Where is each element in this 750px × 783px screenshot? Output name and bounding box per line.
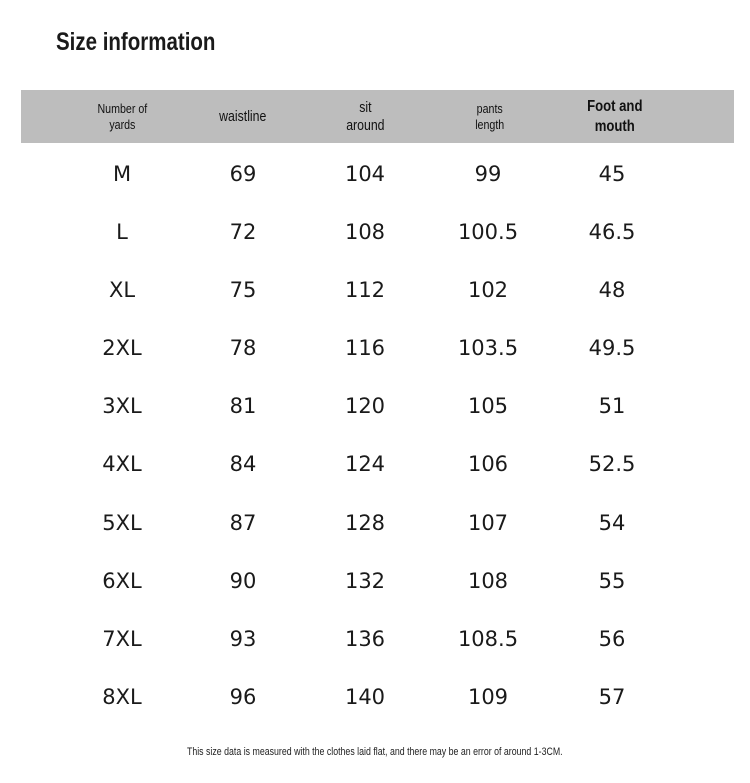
measurement-cell: 56	[598, 626, 626, 651]
table-row	[0, 377, 750, 435]
measurement-cell: 103.5	[457, 336, 519, 361]
header-cell	[183, 90, 303, 143]
header-label: sit around	[345, 98, 385, 134]
table-row	[0, 610, 750, 668]
size-label-cell: 4XL	[102, 452, 142, 477]
measurement-cell: 136	[344, 626, 386, 651]
measurement-cell: 140	[344, 684, 386, 709]
size-label-cell: 6XL	[102, 568, 142, 593]
header-label: pants length	[475, 100, 505, 132]
size-label-cell: 3XL	[102, 394, 142, 419]
measurement-cell: 106	[467, 452, 509, 477]
measurement-cell: 128	[344, 510, 386, 535]
table-row	[0, 552, 750, 610]
header-cell	[305, 90, 425, 143]
measurement-cell: 93	[229, 626, 257, 651]
measurement-cell: 84	[229, 452, 257, 477]
size-label-cell: M	[112, 162, 132, 186]
measurement-cell: 112	[344, 278, 386, 303]
table-row	[0, 668, 750, 726]
size-label-cell: 5XL	[102, 510, 142, 535]
measurement-cell: 102	[467, 278, 509, 303]
footnote	[0, 746, 750, 758]
measurement-cell: 108	[344, 220, 386, 245]
measurement-cell: 109	[467, 684, 509, 709]
measurement-cell: 78	[229, 336, 257, 361]
measurement-cell: 132	[344, 568, 386, 593]
table-row	[0, 319, 750, 377]
measurement-cell: 90	[229, 568, 257, 593]
table-row	[0, 203, 750, 261]
table-row	[0, 145, 750, 203]
table-row	[0, 435, 750, 493]
size-table-body	[0, 145, 750, 726]
measurement-cell: 124	[344, 452, 386, 477]
measurement-cell: 72	[229, 220, 257, 245]
page-title: Size information	[56, 28, 216, 56]
measurement-cell: 45	[598, 162, 626, 186]
measurement-cell: 48	[598, 278, 626, 303]
header-label: waistline	[219, 107, 267, 125]
measurement-cell: 96	[229, 684, 257, 709]
measurement-cell: 54	[598, 510, 626, 535]
measurement-cell: 49.5	[588, 336, 636, 361]
measurement-cell: 107	[467, 510, 509, 535]
size-label-cell: 7XL	[102, 626, 142, 651]
measurement-cell: 105	[467, 394, 509, 419]
measurement-cell: 57	[598, 684, 626, 709]
header-cell	[552, 90, 677, 143]
header-label: Number of yards	[97, 100, 147, 132]
measurement-cell: 116	[344, 336, 386, 361]
size-label-cell: XL	[108, 278, 136, 303]
header-cell	[430, 90, 550, 143]
footnote-text: This size data is measured with the clothes laid flat, and there may be an error of around 1-3CM.	[187, 746, 563, 758]
measurement-cell: 52.5	[588, 452, 636, 477]
measurement-cell: 108	[467, 568, 509, 593]
size-label-cell: 2XL	[102, 336, 142, 361]
size-label-cell: 8XL	[102, 684, 142, 709]
measurement-cell: 55	[598, 568, 626, 593]
header-label: Foot and mouth	[586, 98, 643, 135]
header-cell	[62, 90, 182, 143]
table-row	[0, 494, 750, 552]
measurement-cell: 100.5	[457, 220, 519, 245]
measurement-cell: 104	[344, 162, 386, 186]
measurement-cell: 87	[229, 510, 257, 535]
size-label-cell: L	[116, 220, 128, 245]
measurement-cell: 46.5	[588, 220, 636, 245]
measurement-cell: 69	[229, 162, 257, 186]
measurement-cell: 120	[344, 394, 386, 419]
measurement-cell: 75	[229, 278, 257, 303]
measurement-cell: 51	[598, 394, 626, 419]
measurement-cell: 99	[474, 162, 502, 186]
table-row	[0, 261, 750, 319]
measurement-cell: 108.5	[457, 626, 519, 651]
measurement-cell: 81	[229, 394, 257, 419]
